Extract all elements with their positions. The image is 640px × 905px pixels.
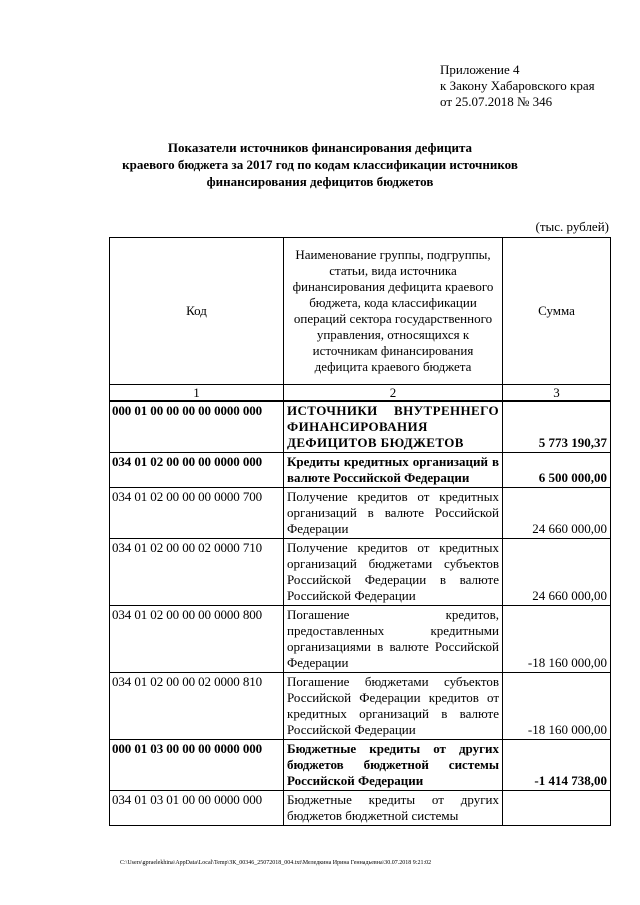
title-line-3: финансирования дефицитов бюджетов (206, 174, 434, 189)
row-sum: -18 160 000,00 (503, 606, 611, 673)
file-path-footer: C:\Users\gpraelekhina\AppData\Local\Temp\ЗК_00346_25072018_004.txt\Меледкина Ирина Геннадьевна\30.07.2018 9:21:02 (120, 860, 432, 866)
row-code: 034 01 02 00 00 00 0000 700 (110, 488, 284, 539)
row-code: 034 01 02 00 00 02 0000 810 (110, 673, 284, 740)
row-code: 034 01 02 00 00 00 0000 800 (110, 606, 284, 673)
row-sum: -18 160 000,00 (503, 673, 611, 740)
row-code: 000 01 00 00 00 00 0000 000 (110, 401, 284, 453)
header-name: Наименование группы, подгруппы, статьи, вида источника финансирования дефицита краевого бюджета, кода классификации операций сектора государственного управления, относящихся к источникам финансирования дефицита краевого бюджета (284, 238, 503, 385)
row-name: Получение кредитов от кредитных организаций в валюте Российской Федерации (284, 488, 503, 539)
financing-table (109, 237, 611, 826)
table-row (110, 740, 611, 791)
appendix-date: от 25.07.2018 № 346 (440, 94, 553, 109)
row-code: 034 01 02 00 00 00 0000 000 (110, 453, 284, 488)
units-label: (тыс. рублей) (535, 219, 609, 234)
table-row (110, 401, 611, 453)
document-title (100, 139, 540, 190)
appendix-note (440, 62, 635, 110)
row-sum: 24 660 000,00 (503, 539, 611, 606)
row-sum: 6 500 000,00 (503, 453, 611, 488)
row-sum: 5 773 190,37 (503, 401, 611, 453)
row-name: Погашение кредитов, предоставленных кредитными организациями в валюте Российской Федерации (284, 606, 503, 673)
table-row (110, 488, 611, 539)
title-line-2: краевого бюджета за 2017 год по кодам классификации источников (122, 157, 518, 172)
appendix-number: Приложение 4 (440, 62, 520, 77)
table-row (110, 673, 611, 740)
row-name: Бюджетные кредиты от других бюджетов бюджетной системы (284, 791, 503, 826)
table-row (110, 539, 611, 606)
row-code: 034 01 03 01 00 00 0000 000 (110, 791, 284, 826)
row-name: Получение кредитов от кредитных организаций бюджетами субъектов Российской Федерации в валюте Российской Федерации (284, 539, 503, 606)
table-row (110, 453, 611, 488)
row-code: 034 01 02 00 00 02 0000 710 (110, 539, 284, 606)
appendix-law: к Закону Хабаровского края (440, 78, 595, 93)
row-name: Погашение бюджетами субъектов Российской Федерации кредитов от кредитных организаций в валюте Российской Федерации (284, 673, 503, 740)
row-name: Кредиты кредитных организаций в валюте Российской Федерации (284, 453, 503, 488)
table-row (110, 606, 611, 673)
row-sum: -1 414 738,00 (503, 740, 611, 791)
header-code: Код (110, 238, 284, 385)
row-sum: 24 660 000,00 (503, 488, 611, 539)
column-number-2: 2 (284, 385, 503, 402)
row-name: Бюджетные кредиты от других бюджетов бюджетной системы Российской Федерации (284, 740, 503, 791)
table-row (110, 791, 611, 826)
row-sum (503, 791, 611, 826)
title-line-1: Показатели источников финансирования дефицита (167, 140, 473, 155)
row-name: ИСТОЧНИКИ ВНУТРЕННЕГО ФИНАНСИРОВАНИЯ ДЕФИЦИТОВ БЮДЖЕТОВ (284, 401, 503, 453)
row-code: 000 01 03 00 00 00 0000 000 (110, 740, 284, 791)
column-number-1: 1 (110, 385, 284, 402)
column-number-3: 3 (503, 385, 611, 402)
header-sum: Сумма (503, 238, 611, 385)
